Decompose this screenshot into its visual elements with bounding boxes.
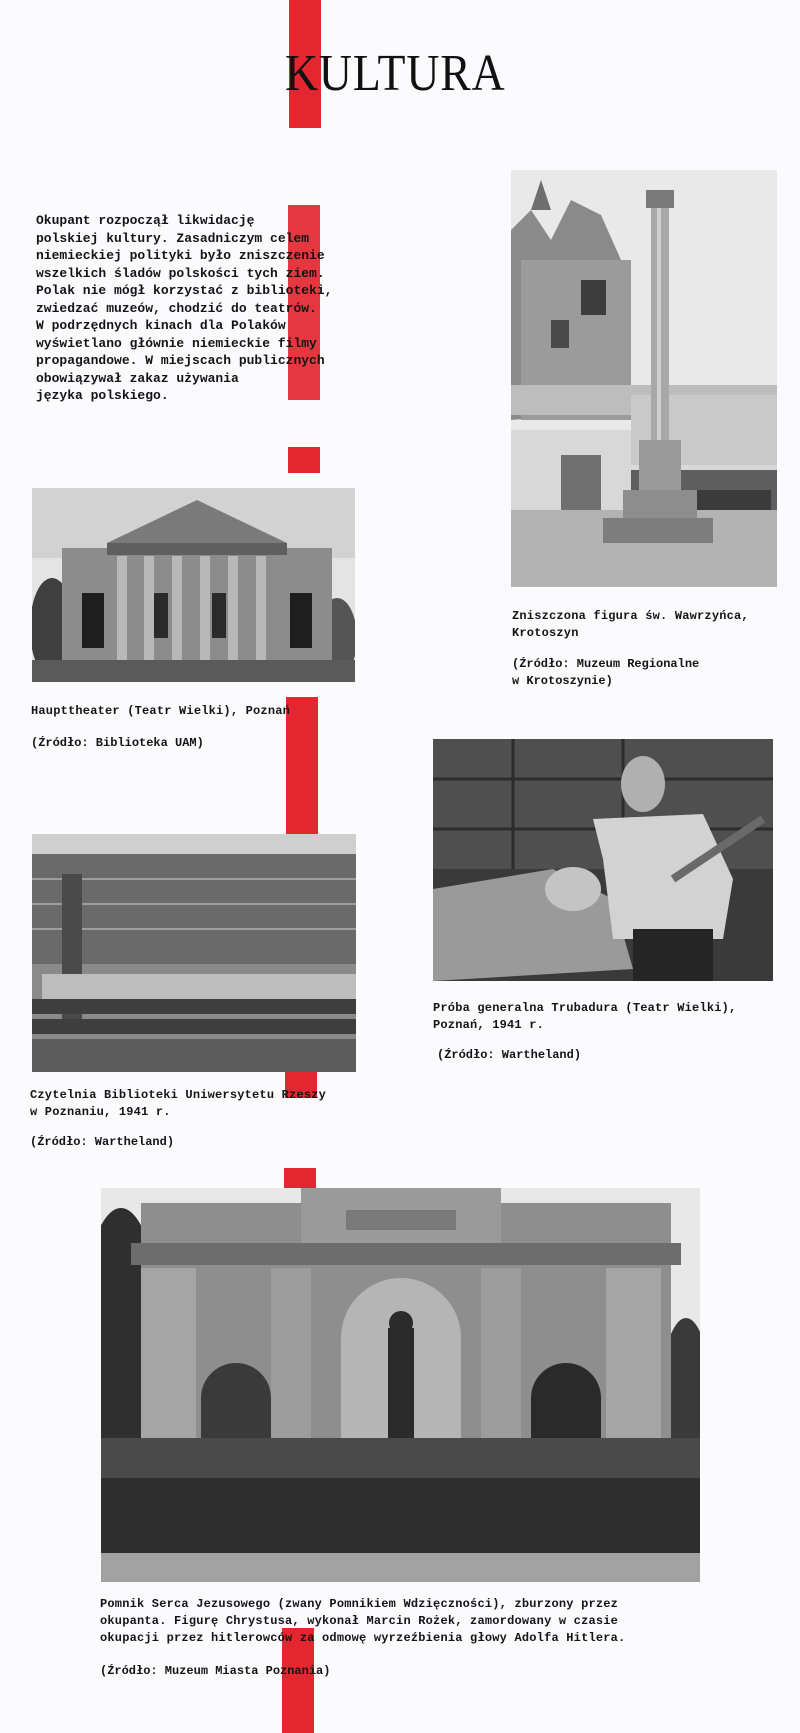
photo-st-lawrence-column	[511, 170, 777, 587]
red-accent-square-lower	[284, 1168, 316, 1188]
source-library-reading-room: (Źródło: Wartheland)	[30, 1135, 175, 1149]
caption-haupttheater: Haupttheater (Teatr Wielki), Poznań	[31, 704, 291, 718]
caption-st-lawrence-column: Zniszczona figura św. Wawrzyńca, Krotoszyn	[512, 609, 749, 640]
photo-haupttheater	[32, 488, 355, 682]
source-haupttheater: (Źródło: Biblioteka UAM)	[31, 736, 204, 750]
caption-trovatore-rehearsal: Próba generalna Trubadura (Teatr Wielki), Poznań, 1941 r.	[433, 1001, 737, 1032]
red-accent-bar-middle	[286, 697, 318, 834]
red-accent-square	[288, 447, 320, 473]
source-st-lawrence-column: (Źródło: Muzeum Regionalne w Krotoszynie)	[512, 657, 700, 688]
page-title: KULTURA	[285, 45, 506, 102]
source-sacred-heart-monument: (Źródło: Muzeum Miasta Poznania)	[100, 1664, 331, 1678]
source-trovatore-rehearsal: (Źródło: Wartheland)	[437, 1048, 582, 1062]
intro-paragraph: Okupant rozpoczął likwidację polskiej kultury. Zasadniczym celem niemieckiej polityki było zniszczenie wszelkich śladów polskości tych ziem. Polak nie mógł korzystać z biblioteki, zwiedzać muzeów, chodzić do teatrów. W podrzędnych kinach dla Polaków wyświetlano głównie niemieckie filmy propagandowe. W miejscach publicznych obowiązywał zakaz używania języka polskiego.	[36, 213, 333, 403]
caption-library-reading-room: Czytelnia Biblioteki Uniwersytetu Rzeszy w Poznaniu, 1941 r.	[30, 1088, 327, 1119]
photo-sacred-heart-monument	[101, 1188, 700, 1582]
caption-sacred-heart-monument: Pomnik Serca Jezusowego (zwany Pomnikiem Wdzięczności), zburzony przez okupanta. Figurę Chrystusa, wykonał Marcin Rożek, zamordowany w czasie okupacji przez hitlerowców za odmowę wyrzeźbienia głowy Adolfa Hitlera.	[100, 1597, 626, 1645]
photo-library-reading-room	[32, 834, 356, 1072]
photo-trovatore-rehearsal	[433, 739, 773, 981]
